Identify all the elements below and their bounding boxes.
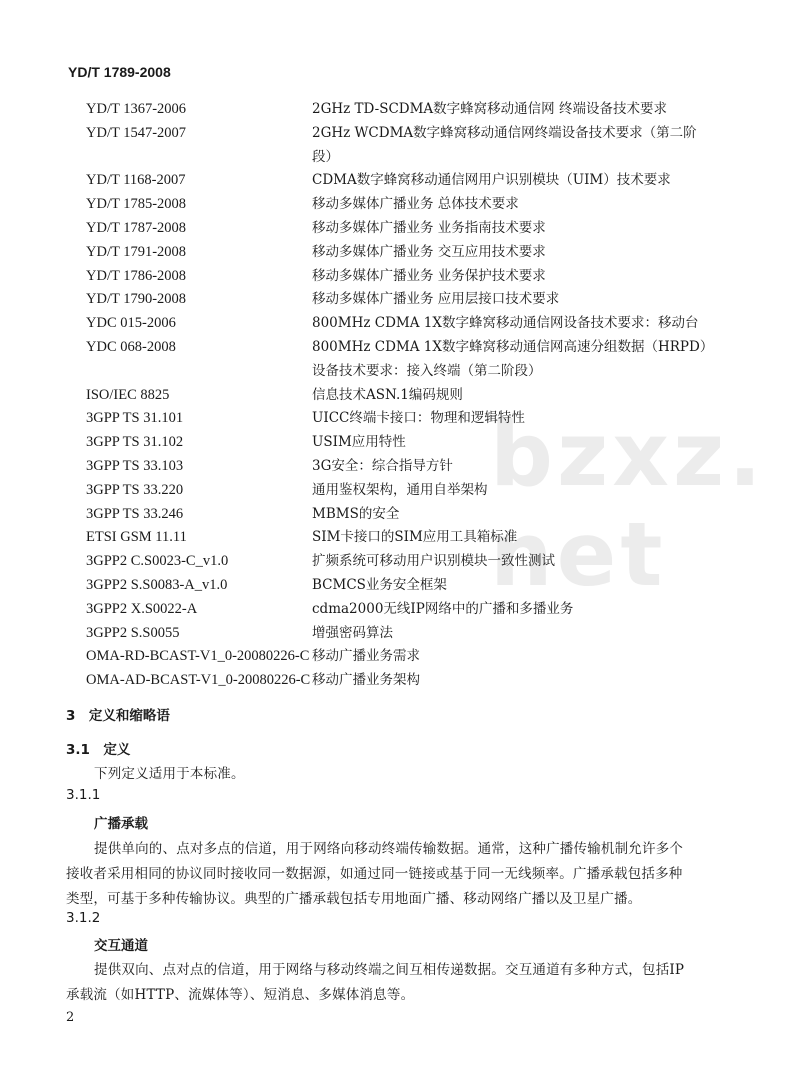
reference-title-line: 800MHz CDMA 1X数字蜂窝移动通信网高速分组数据（HRPD） [312,338,714,355]
reference-code: YD/T 1786-2008 [86,267,187,284]
reference-code: 3GPP TS 31.101 [86,410,184,427]
reference-title [312,169,671,193]
reference-code: YD/T 1367-2006 [86,101,187,117]
reference-row [86,312,713,336]
page-number: 2 [66,1010,75,1025]
section-3-title: 3 定义和缩略语 [66,708,170,724]
reference-title-line: 通用鉴权架构，通用自举架构 [312,481,488,498]
reference-row [86,550,713,574]
reference-title-line: 移动多媒体广播业务 业务保护技术要求 [312,267,546,284]
document-header: YD/T 1789-2008 [68,64,171,80]
reference-row [86,669,713,693]
reference-title-line: 段） [312,148,339,165]
reference-code: YDC 015-2006 [86,315,176,332]
reference-code: ISO/IEC 8825 [86,386,170,403]
def-3-1-1-number: 3.1.1 [66,787,101,803]
reference-code: YD/T 1785-2008 [86,196,187,213]
reference-row [86,265,713,289]
reference-title-line: SIM卡接口的SIM应用工具箱标准 [312,529,518,546]
reference-row [86,122,713,170]
reference-code: 3GPP2 X.S0022-A [86,600,198,617]
def-3-1-2-line-1: 提供双向、点对点的信道，用于网络与移动终端之间互相传递数据。交互通道有多种方式，包括IP [94,962,685,978]
reference-code: YD/T 1790-2008 [86,291,187,308]
reference-row [86,622,713,646]
reference-title [312,479,488,503]
reference-title [312,217,546,241]
reference-title-line: UICC终端卡接口：物理和逻辑特性 [312,410,525,427]
reference-title-line: 设备技术要求：接入终端（第二阶段） [312,362,542,379]
reference-title [312,384,463,408]
reference-title [312,122,697,170]
reference-title-line: 800MHz CDMA 1X数字蜂窝移动通信网设备技术要求：移动台 [312,315,699,332]
def-3-1-1-line-2: 接收者采用相同的协议同时接收同一数据源，如通过同一链接或基于同一无线频率。广播承载包括多种 [66,866,683,882]
reference-row [86,645,713,669]
reference-title [312,431,406,455]
reference-title-line: 2GHz WCDMA数字蜂窝移动通信网终端设备技术要求（第二阶 [312,124,697,141]
reference-title [312,98,667,122]
reference-code: YD/T 1791-2008 [86,243,187,260]
reference-title-line: 移动多媒体广播业务 应用层接口技术要求 [312,291,560,308]
reference-title-line: BCMCS业务安全框架 [312,576,447,593]
def-3-1-2-term: 交互通道 [94,938,148,954]
reference-row [86,574,713,598]
reference-title-line: 扩频系统可移动用户识别模块一致性测试 [312,553,555,570]
reference-title-line: 移动广播业务架构 [312,672,420,689]
reference-title [312,669,420,693]
reference-row [86,455,713,479]
def-3-1-1-line-1: 提供单向的、点对多点的信道，用于网络向移动终端传输数据。通常，这种广播传输机制允许多个 [94,841,684,857]
def-3-1-2-line-2: 承载流（如HTTP、流媒体等）、短消息、多媒体消息等。 [66,987,415,1003]
reference-row [86,169,713,193]
reference-title-line: 增强密码算法 [312,624,393,641]
reference-title [312,526,517,550]
normative-references-list [86,98,713,693]
reference-title-line: 3G安全：综合指导方针 [312,457,453,474]
reference-row [86,479,713,503]
reference-code: YD/T 1168-2007 [86,172,186,189]
reference-code: OMA-RD-BCAST-V1_0-20080226-C [86,648,310,665]
reference-code: YD/T 1787-2008 [86,219,187,236]
reference-code: 3GPP2 C.S0023-C_v1.0 [86,553,229,570]
reference-title-line: USIM应用特性 [312,434,406,451]
reference-title [312,288,559,312]
reference-row [86,598,713,622]
reference-title [312,265,546,289]
reference-title-line: 移动多媒体广播业务 交互应用技术要求 [312,243,546,260]
reference-title [312,336,713,384]
reference-code: 3GPP TS 33.246 [86,505,184,522]
reference-title [312,455,453,479]
reference-title-line: CDMA数字蜂窝移动通信网用户识别模块（UIM）技术要求 [312,172,671,189]
section-3-1-title: 3.1 定义 [66,742,131,758]
reference-title-line: MBMS的安全 [312,505,400,522]
reference-code: 3GPP2 S.S0083-A_v1.0 [86,576,228,593]
reference-title [312,645,420,669]
reference-title [312,407,525,431]
def-3-1-1-line-3: 类型，可基于多种传输协议。典型的广播承载包括专用地面广播、移动网络广播以及卫星广播。 [66,891,642,907]
reference-row [86,98,713,122]
reference-title-line: 移动多媒体广播业务 总体技术要求 [312,196,519,213]
def-3-1-1-term: 广播承载 [94,816,148,832]
reference-title [312,598,573,622]
reference-row [86,336,713,384]
reference-title [312,503,399,527]
reference-title [312,550,555,574]
reference-title [312,312,698,336]
reference-code: 3GPP TS 33.220 [86,481,184,498]
reference-row [86,193,713,217]
reference-title [312,622,393,646]
reference-title-line: cdma2000无线IP网络中的广播和多播业务 [312,600,574,617]
reference-code: ETSI GSM 11.11 [86,529,187,546]
watermark: bzxz.net [490,403,766,606]
reference-code: 3GPP TS 31.102 [86,434,184,451]
reference-row [86,503,713,527]
reference-code: OMA-AD-BCAST-V1_0-20080226-C [86,672,311,689]
reference-code: 3GPP2 S.S0055 [86,624,180,641]
def-3-1-2-number: 3.1.2 [66,910,101,926]
reference-row [86,526,713,550]
reference-row [86,288,713,312]
reference-title-line: 2GHz TD-SCDMA数字蜂窝移动通信网 终端设备技术要求 [312,101,667,117]
reference-row [86,241,713,265]
reference-row [86,431,713,455]
reference-row [86,217,713,241]
reference-title-line: 移动广播业务需求 [312,648,420,665]
reference-title-line: 信息技术ASN.1编码规则 [312,386,463,403]
reference-title [312,193,519,217]
reference-code: 3GPP TS 33.103 [86,457,184,474]
reference-title-line: 移动多媒体广播业务 业务指南技术要求 [312,219,546,236]
reference-title [312,574,447,598]
reference-row [86,384,713,408]
reference-code: YD/T 1547-2007 [86,124,187,141]
reference-row [86,407,713,431]
section-3-1-intro: 下列定义适用于本标准。 [94,766,245,782]
reference-title [312,241,546,265]
reference-code: YDC 068-2008 [86,338,176,355]
